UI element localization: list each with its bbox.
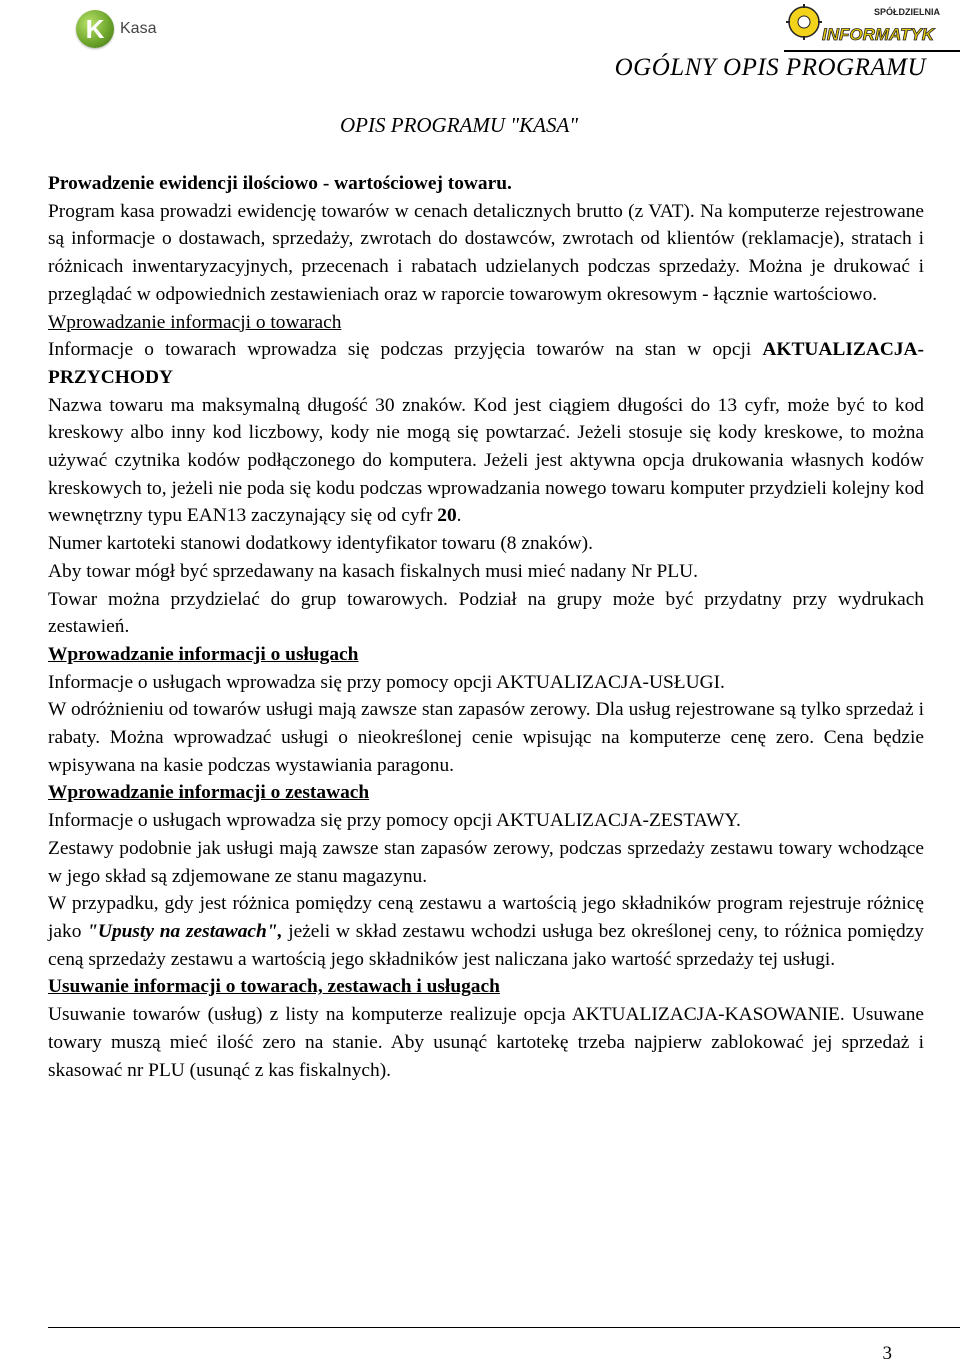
paragraph-kartoteka: Numer kartoteki stanowi dodatkowy identyfikator towaru (8 znaków). xyxy=(48,533,593,555)
paragraph-towary-intro xyxy=(48,336,924,391)
prefix-20: 20 xyxy=(437,505,457,527)
paragraph-uslugi-details: W odróżnieniu od towarów usługi mają zawsze stan zapasów zerowy. Dla usług rejestrowane są tylko sprzedaż i rabaty. Można wprowadzać usługi o nieokreślonej cenie wpisując na komputerze cenę zero. Cena będzie wpisywana na kasie podczas wystawiania paragonu. xyxy=(48,699,924,776)
section-heading-zestawy: Wprowadzanie informacji o zestawach xyxy=(48,782,370,804)
option-aktualizacja-przychody: AKTUALIZACJA-PRZYCHODY xyxy=(48,339,924,388)
text-fragment: Informacje o towarach wprowadza się podczas przyjęcia towarów na stan w opcji xyxy=(48,339,763,361)
paragraph-uslugi-intro: Informacje o usługach wprowadza się przy pomocy opcji AKTUALIZACJA-USŁUGI. xyxy=(48,671,725,693)
section-heading-ewidencja: Prowadzenie ewidencji ilościowo - wartościowej towaru. xyxy=(48,173,512,194)
page-subtitle: OPIS PROGRAMU "KASA" xyxy=(340,113,579,137)
paragraph-zestawy-upusty xyxy=(48,890,924,973)
page-header xyxy=(0,0,960,60)
paragraph-towary-details xyxy=(48,392,924,531)
page-title: OGÓLNY OPIS PROGRAMU xyxy=(614,54,926,81)
paragraph-plu: Aby towar mógł być sprzedawany na kasach fiskalnych musi mieć nadany Nr PLU. xyxy=(48,560,698,582)
paragraph-ewidencja: Program kasa prowadzi ewidencję towarów w cenach detalicznych brutto (z VAT). Na komputerze rejestrowane są informacje o dostawach, sprzedaży, zwrotach do dostawców, zwrotach od klientów (reklamacje), stratach i różnicach inwentaryzacyjnych, przecenach i rabatach udzielanych podczas sprzedaży. Można je drukować i przeglądać w odpowiednich zestawieniach oraz w raporcie towarowym okresowym - łącznie wartościowo. xyxy=(48,200,924,305)
paragraph-zestawy-intro: Informacje o usługach wprowadza się przy pomocy opcji AKTUALIZACJA-ZESTAWY. xyxy=(48,810,741,832)
text-fragment: . xyxy=(456,505,462,527)
header-rule xyxy=(784,50,960,52)
upusty-term: "Upusty na zestawach", xyxy=(87,920,283,942)
section-heading-usuwanie: Usuwanie informacji o towarach, zestawach i usługach xyxy=(48,976,500,998)
paragraph-zestawy-stan: Zestawy podobnie jak usługi mają zawsze stan zapasów zerowy, podczas sprzedaży zestawu towary wchodzące w jego skład są zdjemowane ze stanu magazynu. xyxy=(48,837,924,887)
paragraph-usuwanie: Usuwanie towarów (usług) z listy na komputerze realizuje opcja AKTUALIZACJA-KASOWANIE. Usuwane towary muszą mieć ilość zero na stanie. Aby usunąć kartotekę trzeba najpierw zablokować jej sprzedaż i skasować nr PLU (usunąć z kas fiskalnych). xyxy=(48,1004,924,1081)
document-body xyxy=(48,170,924,1084)
page-number: 3 xyxy=(882,1343,892,1364)
section-heading-uslugi: Wprowadzanie informacji o usługach xyxy=(48,643,359,665)
logo-line1: SPÓŁDZIELNIA xyxy=(874,7,941,17)
kasa-logo-text: Kasa xyxy=(120,20,157,37)
informatyk-logo xyxy=(786,2,960,46)
section-heading-towary: Wprowadzanie informacji o towarach xyxy=(48,311,342,333)
text-fragment: jeżeli w skład zestawu wchodzi usługa bez określonej ceny, to różnica pomiędzy ceną sprzedaży zestawu a wartością jego składników jest naliczana jako wartość sprzedaży tej usługi. xyxy=(48,920,924,970)
kasa-logo xyxy=(76,6,176,52)
paragraph-grupy: Towar można przydzielać do grup towarowych. Podział na grupy może być przydatny przy wydrukach zestawień. xyxy=(48,588,924,638)
text-fragment: W przypadku, gdy jest różnica pomiędzy ceną zestawu a wartością jego składników program rejestruje różnicę jako xyxy=(48,893,924,942)
text-fragment: Nazwa towaru ma maksymalną długość 30 znaków. Kod jest ciągiem długości do 13 cyfr, może być to kod kreskowy albo inny kod liczbowy, kody nie mogą się powtarzać. Jeżeli stosuje się kody kreskowe, to można używać czytnika kodów podłączonego do komputera. Jeżeli jest aktywna opcja drukowania własnych kodów kreskowych to, jeżeli nie poda się kodu podczas wprowadzania nowego towaru komputer przydzieli kolejny kod wewnętrzny typu EAN13 zaczynający się od cyfr xyxy=(48,394,924,527)
logo-line2: INFORMATYK xyxy=(822,25,935,44)
kasa-logo-icon: K xyxy=(76,10,114,48)
footer-rule xyxy=(48,1327,960,1328)
